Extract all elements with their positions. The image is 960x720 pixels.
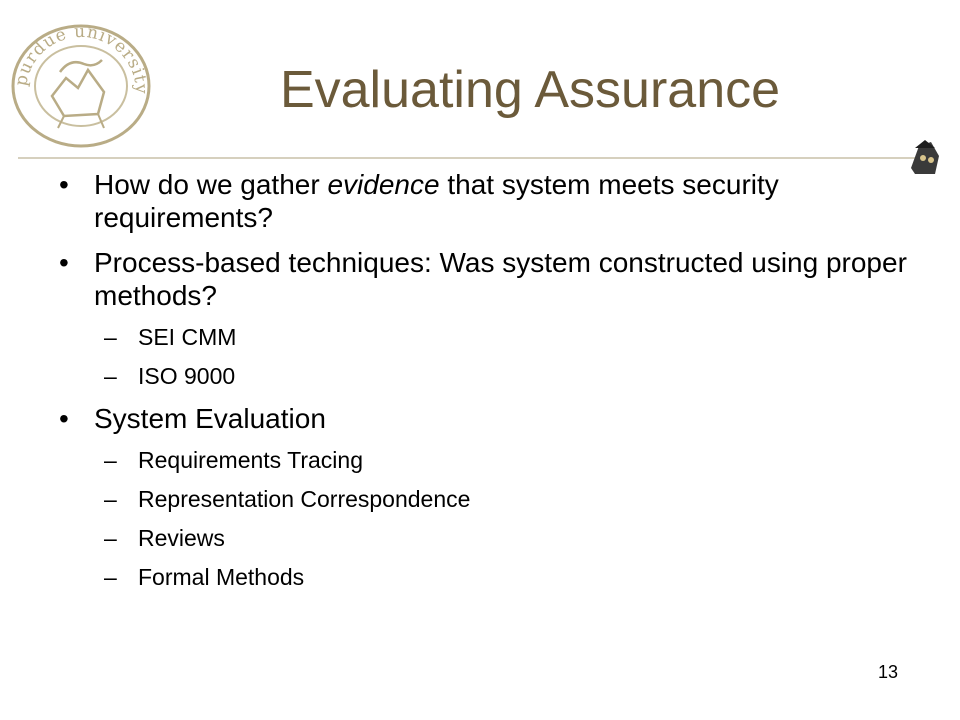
bullet-marker: • <box>59 403 69 434</box>
bullet-list <box>56 168 916 603</box>
sub-bullet-item <box>56 486 916 513</box>
bullet-text-part: How do we gather <box>94 169 328 200</box>
bullet-text: System Evaluation <box>94 403 326 434</box>
dash-marker: – <box>104 564 117 590</box>
bullet-marker: • <box>59 247 69 278</box>
sub-bullet-text: Formal Methods <box>138 564 305 590</box>
sub-bullet-text: Reviews <box>138 525 225 551</box>
bullet-item <box>56 246 916 312</box>
sub-bullet-item <box>56 363 916 390</box>
bullet-text-emphasis: evidence <box>327 169 440 200</box>
bullet-item <box>56 168 916 234</box>
slide-title: Evaluating Assurance <box>279 61 781 119</box>
bullet-marker: • <box>59 169 69 200</box>
bullet-item <box>56 402 916 435</box>
sub-bullet-text: Requirements Tracing <box>138 447 363 473</box>
slide-number: 13 <box>877 662 898 682</box>
sub-bullet-item <box>56 447 916 474</box>
bullet-text <box>94 169 779 233</box>
sub-bullet-text: SEI CMM <box>138 324 237 350</box>
dash-marker: – <box>104 363 117 389</box>
dash-marker: – <box>104 447 117 473</box>
sub-bullet-item <box>56 525 916 552</box>
dash-marker: – <box>104 486 117 512</box>
bullet-text-part: that system meets security requirements? <box>94 169 779 233</box>
dash-marker: – <box>104 324 117 350</box>
sub-bullet-item <box>56 564 916 591</box>
sub-bullet-text: Representation Correspondence <box>138 486 471 512</box>
dash-marker: – <box>104 525 117 551</box>
svg-text:purdue university: purdue university <box>11 22 152 96</box>
sub-bullet-text: ISO 9000 <box>138 363 236 389</box>
bullet-text: Process-based techniques: Was system constructed using proper methods? <box>94 247 907 311</box>
sub-bullet-item <box>56 324 916 351</box>
